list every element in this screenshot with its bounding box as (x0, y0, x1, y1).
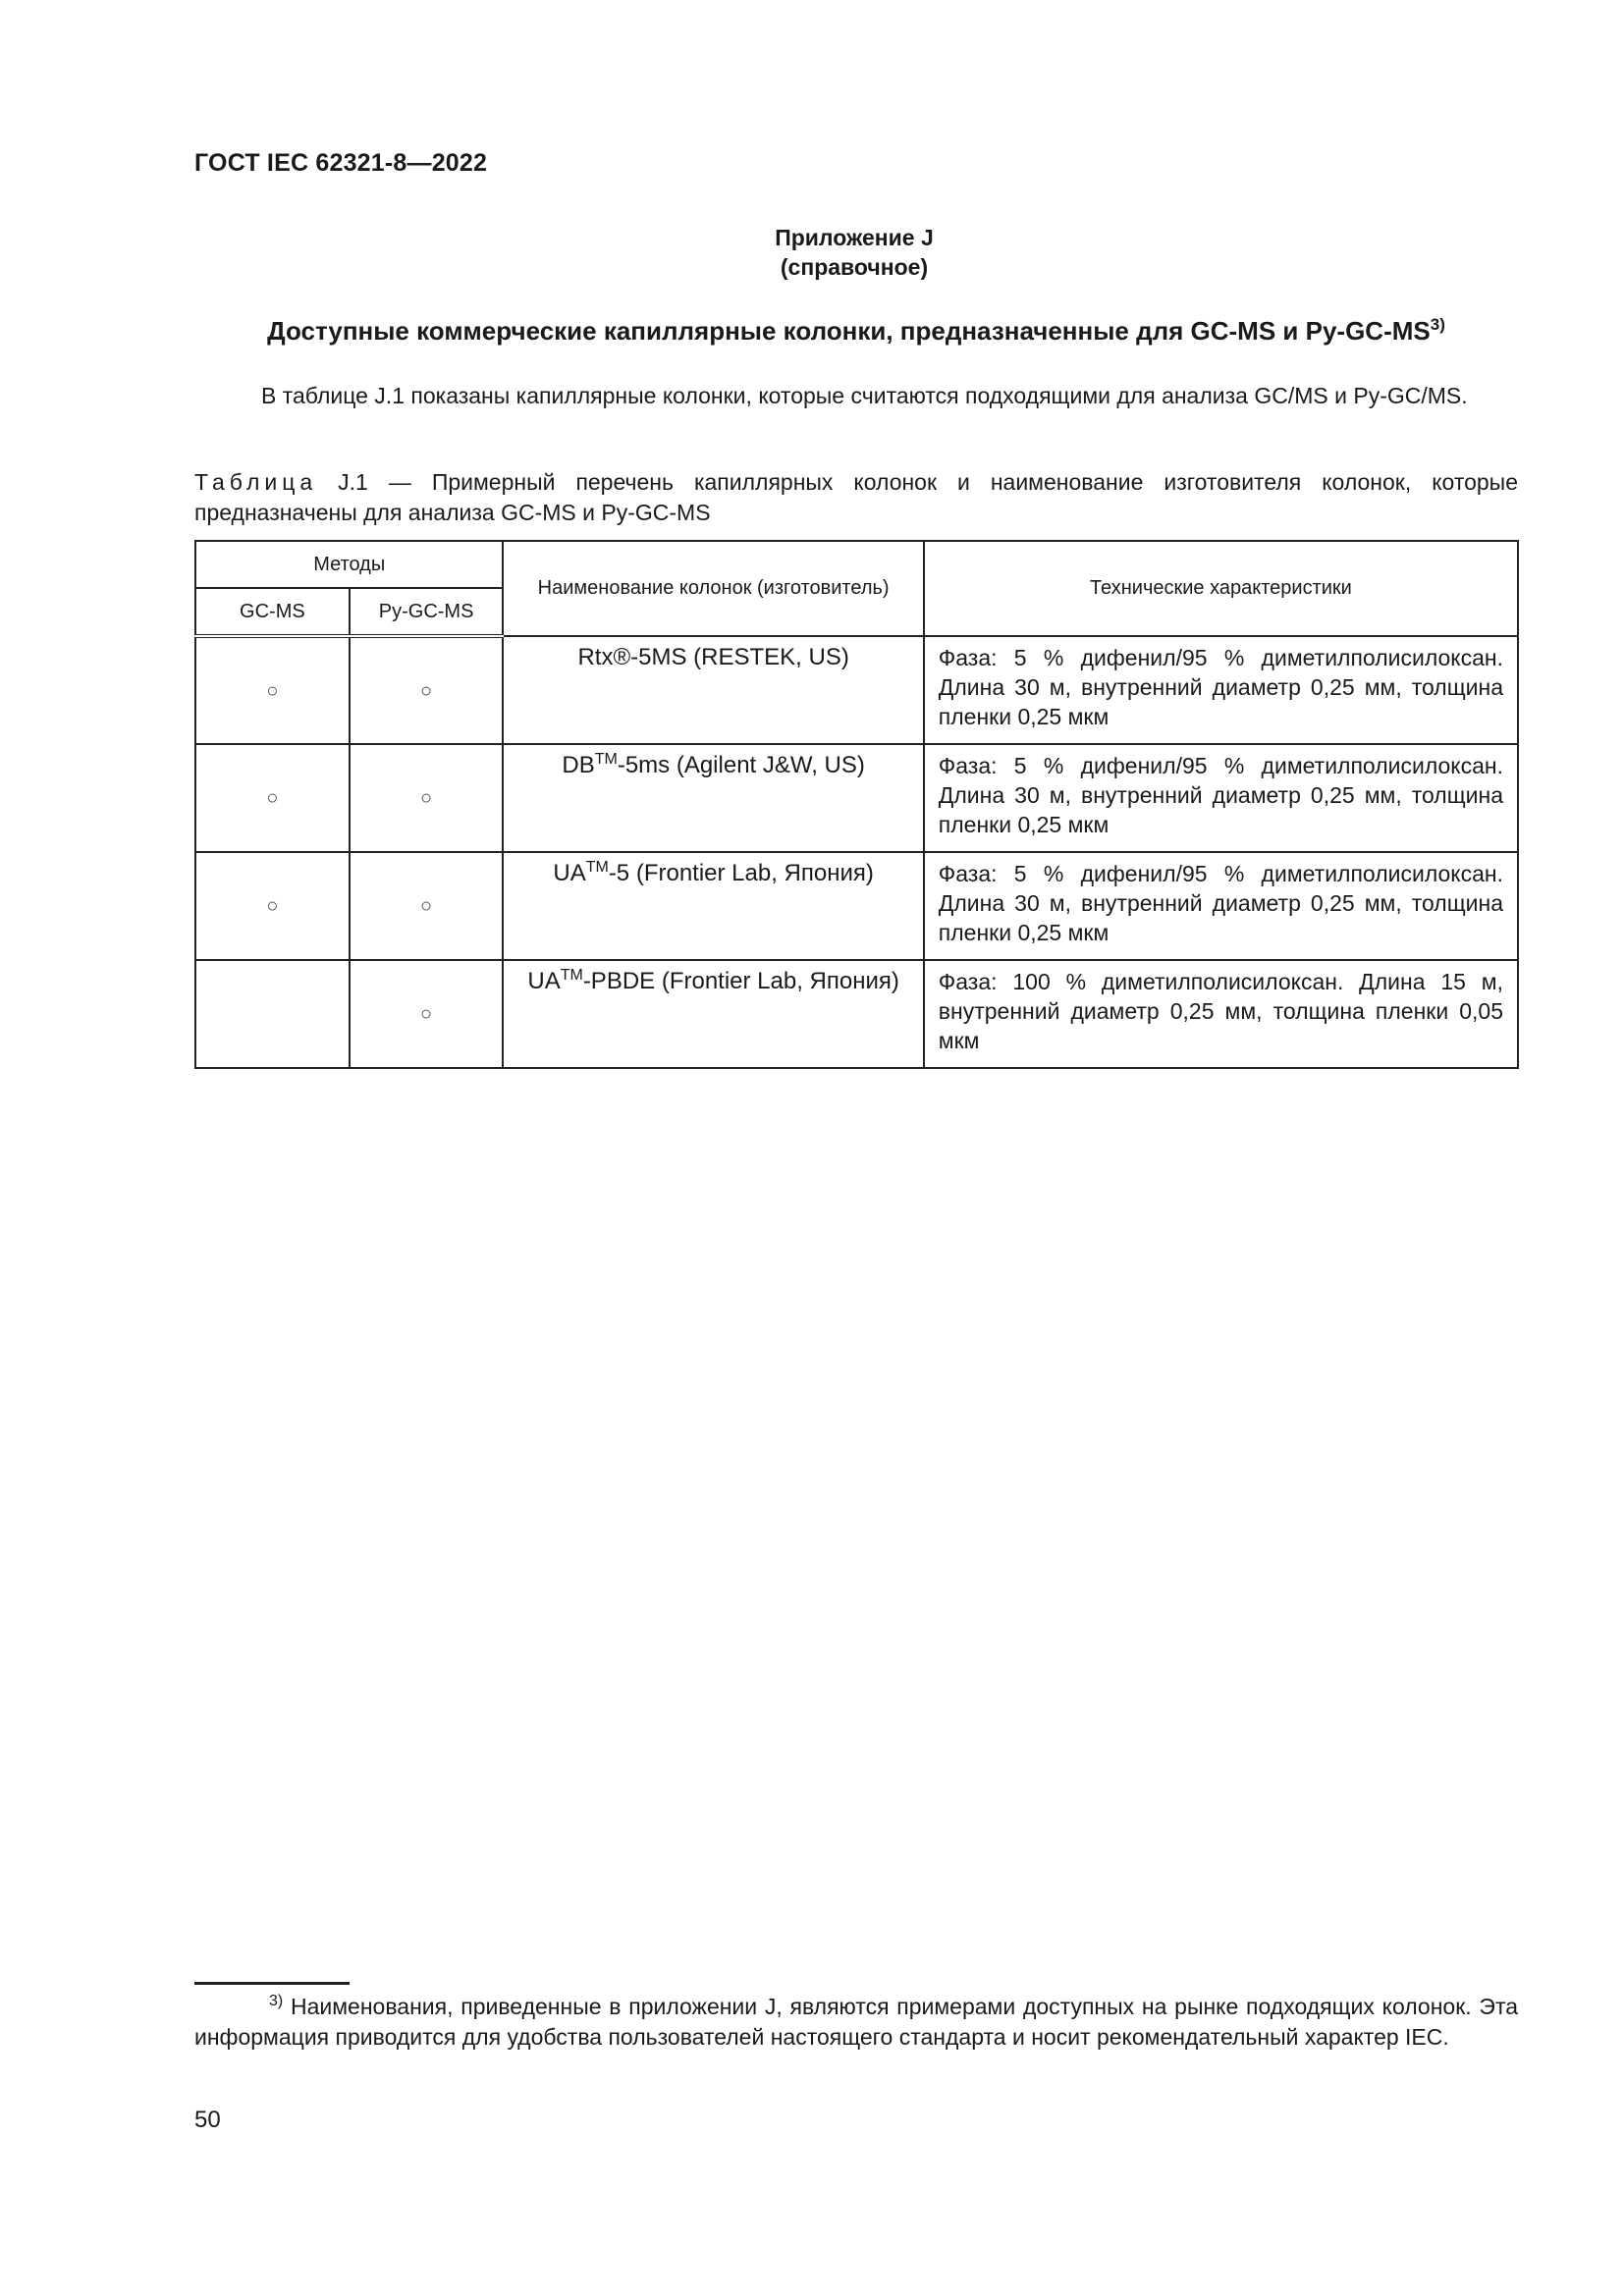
gcms-mark: ○ (195, 852, 350, 960)
trademark-sup: TM (585, 859, 609, 876)
column-name (503, 960, 923, 1068)
footnote-text: Наименования, приведенные в приложении J, являются примерами доступных на рынке подходящих колонок. Эта информация приводится для удобства пользователей настоящего стандарта и носит рекомендательный характер IEC. (194, 1994, 1519, 2050)
column-name-text: Rtx®-5MS (RESTEK, US) (577, 644, 849, 670)
table-row (195, 852, 1518, 960)
gcms-mark: ○ (195, 636, 350, 744)
column-specs: Фаза: 5 % дифенил/95 % диметилполисилоксан. Длина 30 м, внутренний диаметр 0,25 мм, толщина пленки 0,25 мкм (924, 852, 1518, 960)
column-name (503, 852, 923, 960)
document-code: ГОСТ IEC 62321-8—2022 (194, 149, 488, 177)
intro-paragraph: В таблице J.1 показаны капиллярные колонки, которые считаются подходящими для анализа GC/MS и Py-GC/MS. (261, 383, 1468, 408)
table-caption-label: Таблица (194, 469, 318, 495)
column-name-text: UA (527, 968, 561, 994)
pygcms-mark: ○ (350, 744, 504, 852)
header-column-name: Наименование колонок (изготовитель) (503, 541, 923, 636)
footnote-ref: 3) (1430, 315, 1445, 334)
column-specs: Фаза: 5 % дифенил/95 % диметилполисилоксан. Длина 30 м, внутренний диаметр 0,25 мм, толщина пленки 0,25 мкм (924, 636, 1518, 744)
column-name-rest: -5 (Frontier Lab, Япония) (608, 860, 874, 886)
pygcms-mark: ○ (350, 960, 504, 1068)
header-gcms: GC-MS (195, 588, 350, 636)
header-pygcms: Py-GC-MS (350, 588, 504, 636)
annex-heading-text: Доступные коммерческие капиллярные колонки, предназначенные для GC-MS и Py-GC-MS (267, 316, 1431, 346)
table-caption (194, 467, 1518, 528)
annex-type: (справочное) (780, 254, 929, 280)
column-name-rest: -PBDE (Frontier Lab, Япония) (582, 968, 899, 994)
pygcms-mark: ○ (350, 636, 504, 744)
annex-heading (194, 316, 1518, 347)
column-name-text: DB (562, 752, 595, 778)
footnote (194, 1992, 1518, 2053)
header-specs: Технические характеристики (924, 541, 1518, 636)
trademark-sup: TM (594, 751, 618, 768)
table-row (195, 960, 1518, 1068)
page-number: 50 (194, 2107, 221, 2133)
table-caption-text: J.1 — Примерный перечень капиллярных колонок и наименование изготовителя колонок, которые предназначены для анализа GC-MS и Py-GC-MS (194, 469, 1519, 525)
column-specs: Фаза: 100 % диметилполисилоксан. Длина 15 м, внутренний диаметр 0,25 мм, толщина пленки 0,05 мкм (924, 960, 1518, 1068)
gcms-mark (195, 960, 350, 1068)
table-row (195, 744, 1518, 852)
footnote-divider (194, 1982, 350, 1985)
column-name-rest: -5ms (Agilent J&W, US) (617, 752, 865, 778)
column-name-text: UA (553, 860, 586, 886)
column-name (503, 744, 923, 852)
columns-table (194, 540, 1519, 1069)
pygcms-mark: ○ (350, 852, 504, 960)
column-name (503, 636, 923, 744)
header-methods: Методы (195, 541, 503, 588)
footnote-marker: 3) (269, 1993, 284, 2009)
annex-title: Приложение J (775, 225, 934, 250)
table-row (195, 636, 1518, 744)
column-specs: Фаза: 5 % дифенил/95 % диметилполисилоксан. Длина 30 м, внутренний диаметр 0,25 мм, толщина пленки 0,25 мкм (924, 744, 1518, 852)
trademark-sup: TM (560, 967, 583, 984)
gcms-mark: ○ (195, 744, 350, 852)
